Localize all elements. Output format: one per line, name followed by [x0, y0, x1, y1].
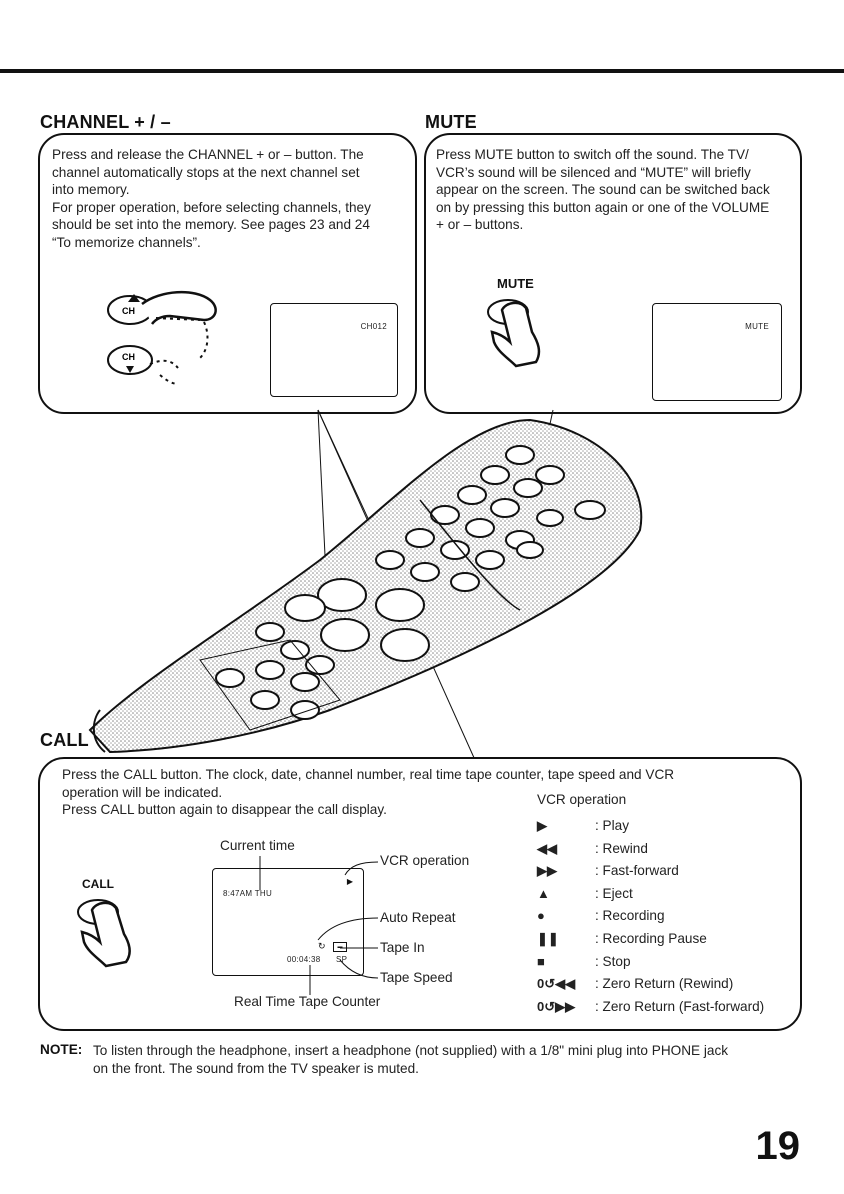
call-heading: CALL	[40, 730, 89, 750]
call-line: operation will be indicated.	[62, 784, 223, 800]
play-icon: ▶	[537, 818, 547, 833]
note-line: on the front. The sound from the TV speaker is muted.	[93, 1060, 419, 1076]
legend-label: : Recording Pause	[595, 930, 707, 946]
mute-tv-label: MUTE	[745, 322, 769, 331]
legend-row	[537, 905, 764, 928]
mute-line: appear on the screen. The sound can be switched back	[436, 182, 770, 198]
legend-label: : Eject	[595, 885, 633, 901]
channel-line: should be set into the memory. See pages 23 and 24	[52, 217, 370, 233]
note-line: To listen through the headphone, insert a headphone (not supplied) with a 1/8" mini plug into PHONE jack	[93, 1043, 729, 1058]
pause-icon: ❚❚	[537, 930, 559, 946]
note-label: NOTE:	[40, 1042, 83, 1057]
legend-row	[537, 973, 764, 996]
legend-label: : Zero Return (Rewind)	[595, 976, 734, 992]
legend-row	[537, 928, 764, 951]
legend-row	[537, 996, 764, 1019]
screen-time: 8:47AM THU	[223, 889, 273, 898]
mute-line: + or – buttons.	[436, 217, 524, 233]
channel-line: For proper operation, before selecting channels, they	[52, 199, 371, 215]
fast-forward-icon: ▶▶	[537, 863, 557, 879]
legend-label: : Recording	[595, 908, 665, 924]
channel-line: channel automatically stops at the next channel set	[52, 164, 360, 180]
mute-button-label: MUTE	[497, 276, 534, 291]
screen-counter: 00:04:38	[287, 955, 321, 964]
legend-row	[537, 951, 764, 974]
ch-down-label: CH	[122, 352, 135, 362]
channel-line: Press and release the CHANNEL + or – button. The	[52, 147, 364, 162]
callout-line	[345, 862, 378, 875]
channel-line: “To memorize channels”.	[52, 234, 201, 250]
legend-label: : Fast-forward	[595, 863, 679, 879]
channel-line: into memory.	[52, 182, 130, 198]
call-line: Press the CALL button. The clock, date, channel number, real time tape counter, tape speed and VCR	[62, 767, 675, 782]
call-line: Press CALL button again to disappear the call display.	[62, 802, 387, 818]
eject-icon: ▲	[537, 885, 550, 901]
tape-in-callout: Tape In	[380, 940, 425, 955]
callout-line	[340, 960, 378, 978]
legend-label: : Stop	[595, 953, 631, 969]
legend-row	[537, 883, 764, 906]
vcr-legend	[537, 815, 764, 1018]
stop-icon: ■	[537, 953, 545, 969]
rewind-icon: ◀◀	[537, 840, 557, 856]
screen-speed: SP	[336, 955, 348, 964]
page-number: 19	[755, 1124, 800, 1168]
tape-speed-callout: Tape Speed	[380, 970, 453, 985]
call-button-label: CALL	[82, 877, 114, 891]
legend-label: : Zero Return (Fast-forward)	[595, 998, 765, 1014]
mute-heading: MUTE	[425, 112, 477, 132]
auto-repeat-icon: ↻	[318, 941, 326, 951]
vcr-play-icon: ▶	[346, 877, 353, 886]
note-text	[93, 1042, 813, 1077]
mute-line: VCR’s sound will be silenced and “MUTE” will briefly	[436, 164, 751, 180]
callout-line	[318, 918, 378, 940]
legend-row	[537, 815, 764, 838]
legend-label: : Play	[595, 818, 629, 833]
channel-heading: CHANNEL + / –	[40, 112, 171, 132]
vcr-operation-callout: VCR operation	[380, 853, 470, 868]
mute-line: Press MUTE button to switch off the sound. The TV/	[436, 147, 749, 162]
legend-row	[537, 860, 764, 883]
current-time-label: Current time	[220, 838, 295, 853]
zero-return-rewind-icon: 0↺◀◀	[537, 976, 576, 992]
legend-label: : Rewind	[595, 840, 648, 856]
legend-row	[537, 838, 764, 861]
zero-return-ff-icon: 0↺▶▶	[537, 998, 576, 1014]
counter-callout: Real Time Tape Counter	[234, 994, 381, 1009]
channel-tv-label: CH012	[360, 322, 387, 331]
tape-in-icon: ▬	[333, 942, 347, 952]
ch-up-label: CH	[122, 306, 135, 316]
record-icon: ●	[537, 908, 545, 924]
legend-title: VCR operation	[537, 792, 627, 807]
auto-repeat-callout: Auto Repeat	[380, 910, 456, 925]
mute-line: on by pressing this button again or one of the VOLUME	[436, 199, 770, 215]
